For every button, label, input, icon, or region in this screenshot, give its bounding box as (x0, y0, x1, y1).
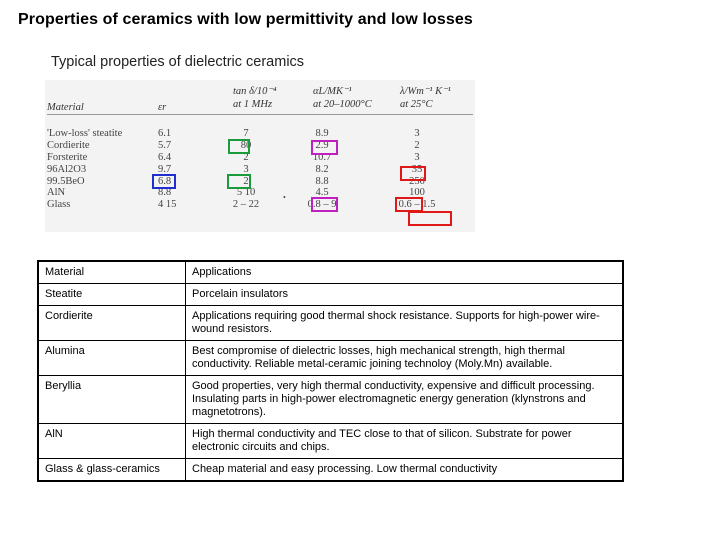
applications-table (37, 260, 624, 482)
tan-cell: 7 (243, 128, 249, 139)
material-cell: Glass (47, 199, 71, 211)
lambda-cell: 3 (414, 151, 420, 163)
highlight-box-green (228, 139, 250, 154)
applications-cell: Porcelain insulators (186, 284, 624, 306)
eps-cell: 9.7 (158, 163, 172, 175)
highlight-box-red-2 (395, 197, 423, 212)
header-alpha-line2: at 20–1000°C (313, 99, 372, 110)
highlight-box-green-2 (227, 174, 251, 189)
material-cell: Alumina (38, 341, 186, 376)
applications-cell: Cheap material and easy processing. Low thermal conductivity (186, 459, 624, 482)
tan-cell: 5 10 (236, 187, 256, 199)
material-cell: Steatite (38, 284, 186, 306)
alpha-cell: 8.2 (315, 163, 329, 175)
lambda-cell: 100 (409, 187, 425, 199)
highlight-box-magenta (311, 140, 338, 155)
eps-cell: 6.8 (158, 175, 172, 187)
table-row (38, 341, 623, 376)
tan-cell: 3 (243, 163, 249, 175)
eps-cell: 6.1 (158, 128, 172, 139)
alpha-cell: 0.8 – 9 (307, 199, 337, 211)
material-cell: AlN (47, 187, 66, 199)
applications-cell: High thermal conductivity and TEC close to that of silicon. Substrate for power electronic circuits and chips. (186, 424, 624, 459)
material-cell: Cordierite (47, 139, 90, 151)
header-lambda-line2: at 25°C (400, 99, 433, 110)
material-cell: 'Low-loss' steatite (47, 128, 123, 139)
eps-cell: 6.4 (158, 151, 172, 163)
table-row (38, 284, 623, 306)
slide-title: Properties of ceramics with low permittivity and low losses (18, 11, 473, 28)
table-row (38, 376, 623, 424)
table-caption: Typical properties of dielectric ceramics (51, 54, 305, 70)
header-cell-applications: Applications (186, 261, 624, 284)
material-cell: 99.5BeO (47, 175, 85, 187)
tan-cell: 80 (240, 139, 252, 151)
header-lambda-line1: λ/Wm⁻¹ K⁻¹ (400, 86, 451, 97)
lambda-cell: 35 (411, 163, 423, 175)
lambda-cell: 250 (409, 175, 425, 187)
eps-cell: 5.7 (158, 139, 172, 151)
material-cell: Cordierite (38, 306, 186, 341)
scan-dot: • (283, 193, 286, 202)
table-row (38, 306, 623, 341)
material-column (47, 128, 122, 211)
highlight-box-red (400, 166, 426, 181)
tan-cell: 2 (243, 151, 249, 163)
highlight-box-magenta-2 (311, 197, 338, 212)
lambda-cell: 2 (414, 139, 420, 151)
alpha-cell: 2.9 (315, 139, 329, 151)
table-row (38, 459, 623, 482)
material-cell: AlN (38, 424, 186, 459)
eps-cell: 4 15 (158, 199, 177, 211)
properties-table-image (45, 80, 475, 232)
permittivity-column (158, 128, 176, 211)
applications-cell: Applications requiring good thermal shock resistance. Supports for high-power wire-wound resistors. (186, 306, 624, 341)
alpha-cell: 8.8 (315, 175, 329, 187)
header-tan-line1: tan δ/10⁻⁴ (233, 86, 277, 97)
header-tan-line2: at 1 MHz (233, 99, 273, 110)
header-permittivity: εr (158, 102, 167, 113)
material-cell: Forsterite (47, 151, 88, 163)
header-cell-material: Material (38, 261, 186, 284)
tan-cell: 2 (243, 175, 249, 187)
header-material: Material (47, 102, 84, 113)
header-rule (47, 114, 473, 115)
applications-cell: Best compromise of dielectric losses, high mechanical strength, high thermal conductivity. Reliable metal-ceramic joining technoloy (Moly.Mn) available. (186, 341, 624, 376)
material-cell: Beryllia (38, 376, 186, 424)
applications-cell: Good properties, very high thermal conductivity, expensive and difficult processing. Insulating parts in high-power electromagnetic energy generation (klynstrons and magnetotrons). (186, 376, 624, 424)
header-alpha-line1: αL/MK⁻¹ (313, 86, 352, 97)
lambda-cell: 0.6 – 1.5 (398, 199, 436, 211)
table-header-row (38, 261, 623, 284)
eps-cell: 8.8 (158, 187, 172, 199)
highlight-box-blue (152, 174, 176, 189)
highlight-box-red-3 (408, 211, 452, 226)
lambda-cell: 3 (414, 128, 420, 139)
alpha-cell: 8.9 (315, 128, 329, 139)
material-cell: Glass & glass-ceramics (38, 459, 186, 482)
alpha-cell: 10.7 (312, 151, 332, 163)
table-row (38, 424, 623, 459)
material-cell: 96Al2O3 (47, 163, 87, 175)
tan-cell: 2 – 22 (232, 199, 260, 211)
alpha-cell: 4.5 (315, 187, 329, 199)
